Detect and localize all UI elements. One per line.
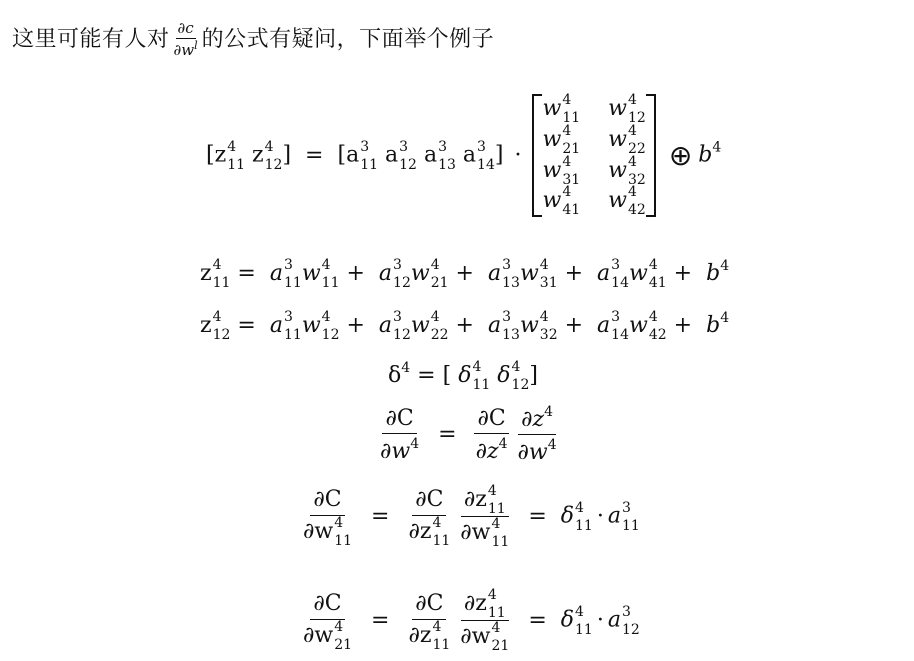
weight-matrix: w 4 11 w 4 12 w 4 21 w 4 22 w 4 31 w 4 32 w 4 41 w 4 42 xyxy=(532,94,655,217)
intro-frac-num: ∂c xyxy=(177,19,194,37)
intro-text-before: 这里可能有人对 xyxy=(12,26,170,52)
intro-fraction xyxy=(172,20,200,60)
intro-frac-den: ∂w xyxy=(173,41,195,60)
equation-delta: $\delta^4$ = [ δ 4 11 δ 4 12 ] xyxy=(388,359,538,393)
intro-line xyxy=(12,20,494,60)
equation-z11: z 4 11 = a 3 11 w 4 11 + a 3 12 w 4 21 + a 3 13 w 4 31 + a 3 14 w 4 41 + $b^4$ xyxy=(200,257,730,291)
equation-dc-dw: $\frac{\partial C}{\partial w^4}$ = $\frac{\partial C}{\partial z^4}$ $\frac{\partial z^4}{\partial w^4}$ xyxy=(380,404,557,466)
equation-z12: z 4 12 = a 3 11 w 4 12 + a 3 12 w 4 22 + a 3 13 w 4 32 + a 3 14 w 4 42 + $b^4$ xyxy=(200,309,730,343)
equation-dc-dw11: ∂C ∂w 4 11 = ∂C ∂z 4 11 ∂z 4 11 ∂w 4 11 = δ 4 11 · a 3 11 xyxy=(303,483,640,550)
intro-text-after: 的公式有疑问，下面举个例子 xyxy=(201,26,495,52)
equation-dc-dw21: ∂C ∂w 4 21 = ∂C ∂z 4 11 ∂z 4 11 ∂w 4 21 = δ 4 11 · a 3 12 xyxy=(303,587,640,654)
equation-matrix: [z 4 11 z 4 12 ] = [a 3 11 a 3 12 a 3 13 a 3 14 ] · w 4 11 w 4 12 w 4 21 w 4 22 w 4 31 w 4 32 w 4 41 w 4 42 ⊕ $b^4$ xyxy=(206,92,722,219)
intro-frac-den-sup: l xyxy=(194,39,198,53)
